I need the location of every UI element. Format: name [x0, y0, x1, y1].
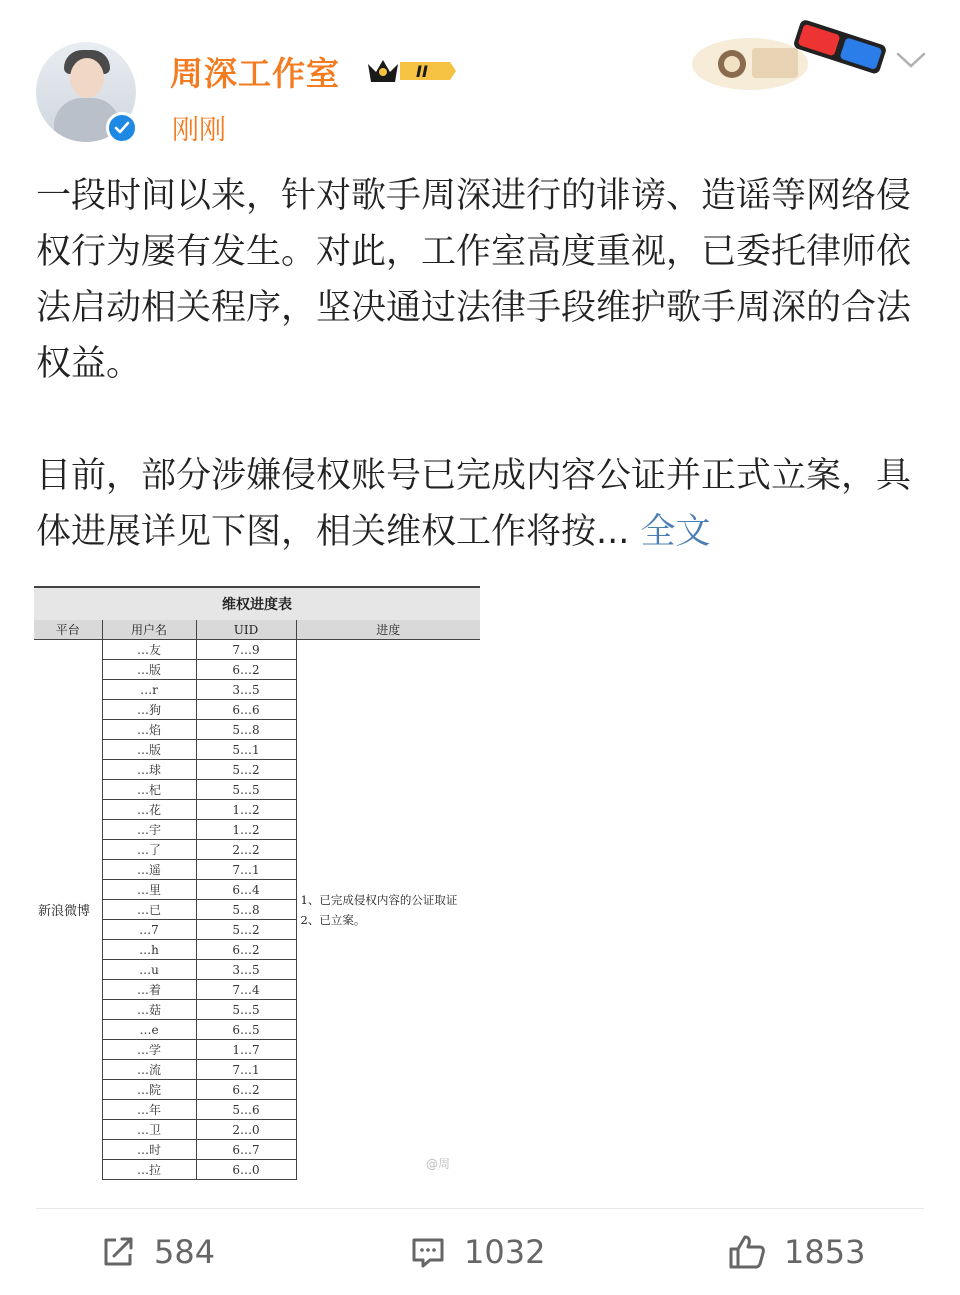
repost-icon	[100, 1234, 136, 1270]
username-cell: …e	[102, 1020, 196, 1040]
uid-cell: 5…5	[196, 1000, 296, 1020]
uid-cell: 5…1	[196, 740, 296, 760]
uid-cell: 6…7	[196, 1140, 296, 1160]
username-cell: …花	[102, 800, 196, 820]
uid-cell: 2…2	[196, 840, 296, 860]
repost-button[interactable]	[100, 1222, 215, 1282]
rights-progress-table	[34, 586, 480, 1180]
account-name[interactable]: 周深工作室	[170, 54, 340, 93]
uid-cell: 1…2	[196, 800, 296, 820]
post-paragraph-2	[36, 448, 916, 560]
table-title: 维权进度表	[34, 587, 480, 620]
username-cell: …球	[102, 760, 196, 780]
username-cell: …了	[102, 840, 196, 860]
table-header-username: 用户名	[102, 620, 196, 640]
uid-cell: 6…5	[196, 1020, 296, 1040]
username-cell: …已	[102, 900, 196, 920]
repost-count: 584	[154, 1233, 216, 1271]
username-cell: …拉	[102, 1160, 196, 1180]
verified-icon	[106, 112, 138, 144]
uid-cell: 6…2	[196, 940, 296, 960]
username-cell: …卫	[102, 1120, 196, 1140]
username-cell: …学	[102, 1040, 196, 1060]
progress-line-1: 1、已完成侵权内容的公证取证	[300, 892, 458, 907]
username-cell: …r	[102, 680, 196, 700]
username-cell: …年	[102, 1100, 196, 1120]
table-row	[34, 640, 480, 660]
action-bar	[0, 1222, 960, 1282]
uid-cell: 5…6	[196, 1100, 296, 1120]
username-cell: …菇	[102, 1000, 196, 1020]
table-header-uid: UID	[196, 620, 296, 640]
uid-cell: 6…0	[196, 1160, 296, 1180]
platform-cell: 新浪微博	[34, 640, 102, 1180]
post-time: 刚刚	[172, 115, 226, 146]
comment-icon	[410, 1234, 446, 1270]
username-cell: …版	[102, 740, 196, 760]
uid-cell: 3…5	[196, 960, 296, 980]
post-body	[36, 168, 916, 560]
username-cell: …u	[102, 960, 196, 980]
username-cell: …杞	[102, 780, 196, 800]
uid-cell: 7…4	[196, 980, 296, 1000]
divider	[36, 1208, 924, 1209]
uid-cell: 5…2	[196, 760, 296, 780]
username-cell: …狗	[102, 700, 196, 720]
chevron-down-icon[interactable]	[894, 48, 928, 72]
username-cell: …遥	[102, 860, 196, 880]
uid-cell: 6…6	[196, 700, 296, 720]
image-watermark: @周	[426, 1157, 451, 1171]
username-cell: …里	[102, 880, 196, 900]
progress-cell	[296, 640, 480, 1180]
comment-count: 1032	[464, 1233, 546, 1271]
uid-cell: 6…2	[196, 660, 296, 680]
uid-cell: 6…2	[196, 1080, 296, 1100]
uid-cell: 1…7	[196, 1040, 296, 1060]
uid-cell: 5…8	[196, 900, 296, 920]
post-paragraph-1: 一段时间以来，针对歌手周深进行的诽谤、造谣等网络侵权行为屡有发生。对此，工作室高度重视，已委托律师依法启动相关程序，坚决通过法律手段维护歌手周深的合法权益。	[36, 176, 912, 384]
uid-cell: 1…2	[196, 820, 296, 840]
username-cell: …着	[102, 980, 196, 1000]
uid-cell: 7…1	[196, 1060, 296, 1080]
table-header-platform: 平台	[34, 620, 102, 640]
avatar[interactable]	[36, 42, 136, 142]
uid-cell: 5…2	[196, 920, 296, 940]
3d-glasses-decoration-icon	[690, 14, 900, 98]
member-crown-icon[interactable]	[364, 54, 458, 88]
read-more-link[interactable]: 全文	[640, 512, 711, 552]
thumbs-up-icon	[728, 1234, 766, 1270]
like-button[interactable]	[728, 1222, 865, 1282]
uid-cell: 5…8	[196, 720, 296, 740]
badge-level: II	[416, 62, 428, 81]
username-cell: …焰	[102, 720, 196, 740]
table-header-progress: 进度	[296, 620, 480, 640]
uid-cell: 6…4	[196, 880, 296, 900]
post-paragraph-2-text: 目前，部分涉嫌侵权账号已完成内容公证并正式立案，具体进展详见下图，相关维权工作将按...	[36, 456, 912, 552]
username-cell: …时	[102, 1140, 196, 1160]
progress-line-2: 2、已立案。	[300, 912, 366, 927]
uid-cell: 2…0	[196, 1120, 296, 1140]
uid-cell: 7…1	[196, 860, 296, 880]
username-cell: …版	[102, 660, 196, 680]
username-cell: …h	[102, 940, 196, 960]
username-cell: …7	[102, 920, 196, 940]
attached-image[interactable]	[34, 586, 480, 1178]
uid-cell: 5…5	[196, 780, 296, 800]
post-header	[0, 0, 960, 160]
comment-button[interactable]	[410, 1222, 545, 1282]
like-count: 1853	[784, 1233, 866, 1271]
username-cell: …流	[102, 1060, 196, 1080]
uid-cell: 3…5	[196, 680, 296, 700]
uid-cell: 7…9	[196, 640, 296, 660]
username-cell: …院	[102, 1080, 196, 1100]
username-cell: …宇	[102, 820, 196, 840]
username-cell: …友	[102, 640, 196, 660]
